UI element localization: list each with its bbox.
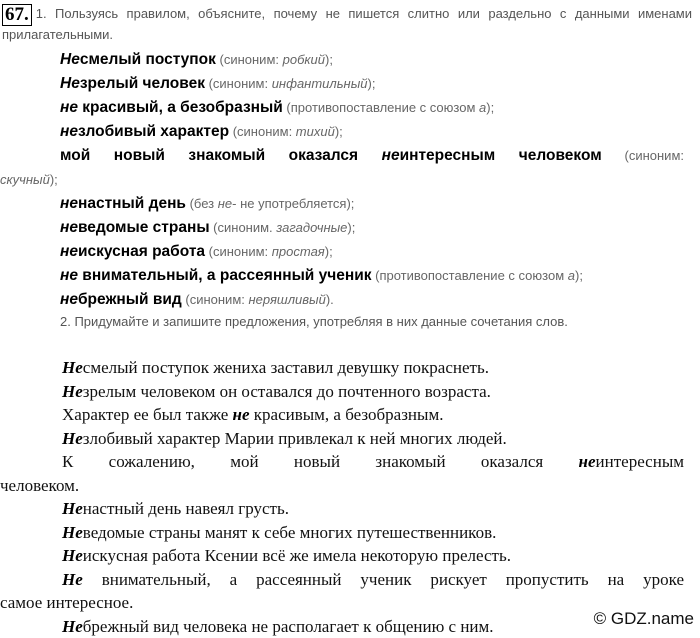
watermark: © GDZ.name bbox=[590, 609, 694, 629]
list-item: незлобивый характер (синоним: тихий); bbox=[0, 120, 684, 144]
sentence: Небрежный вид человека не располагает к общению с ним. bbox=[0, 615, 684, 638]
list-item: неискусная работа (синоним: простая); bbox=[0, 240, 684, 264]
sentence-continuation: человеком. bbox=[0, 474, 684, 498]
task-2-instruction: 2. Придумайте и запишите предложения, употребляя в них данные сочетания слов. bbox=[0, 313, 684, 331]
sentence: Незлобивый характер Марии привлекал к ней многих людей. bbox=[0, 427, 684, 451]
list-item: ненастный день (без не- не употребляется); bbox=[0, 192, 684, 216]
task-1-instruction: 1. Пользуясь правилом, объясните, почему не пишется слитно или раздельно с данными именами прилагательными. bbox=[2, 6, 692, 42]
list-item: небрежный вид (синоним: неряшливый). bbox=[0, 288, 684, 312]
sentence: Ненастный день навеял грусть. bbox=[0, 497, 684, 521]
sentence: Незрелым человеком он оставался до почтенного возраста. bbox=[0, 380, 684, 404]
exercise-number: 67. bbox=[2, 4, 32, 26]
list-item: неведомые страны (синоним. загадочные); bbox=[0, 216, 684, 240]
list-item-continuation: скучный); bbox=[0, 168, 684, 192]
list-item: мой новый знакомый оказался неинтересным человеком (синоним: bbox=[0, 144, 684, 168]
sentence: Не внимательный, а рассеянный ученик рискует пропустить на уроке bbox=[0, 568, 684, 592]
sentence: Несмелый поступок жениха заставил девушку покраснеть. bbox=[0, 356, 684, 380]
sentence: Характер ее был также не красивым, а безобразным. bbox=[0, 403, 684, 427]
list-item: Незрелый человек (синоним: инфантильный); bbox=[0, 72, 684, 96]
task-1-header bbox=[2, 4, 692, 44]
list-item: не внимательный, а рассеянный ученик (противопоставление с союзом а); bbox=[0, 264, 684, 288]
list-item: не красивый, а безобразный (противопоставление с союзом а); bbox=[0, 96, 684, 120]
sentence: Неведомые страны манят к себе многих путешественников. bbox=[0, 521, 684, 545]
sentence-list bbox=[0, 356, 684, 638]
sentence: Неискусная работа Ксении всё же имела некоторую прелесть. bbox=[0, 544, 684, 568]
sentence-continuation: самое интересное. bbox=[0, 591, 684, 615]
sentence: К сожалению, мой новый знакомый оказался неинтересным bbox=[0, 450, 684, 474]
adjective-list bbox=[0, 48, 684, 312]
list-item: Несмелый поступок (синоним: робкий); bbox=[0, 48, 684, 72]
